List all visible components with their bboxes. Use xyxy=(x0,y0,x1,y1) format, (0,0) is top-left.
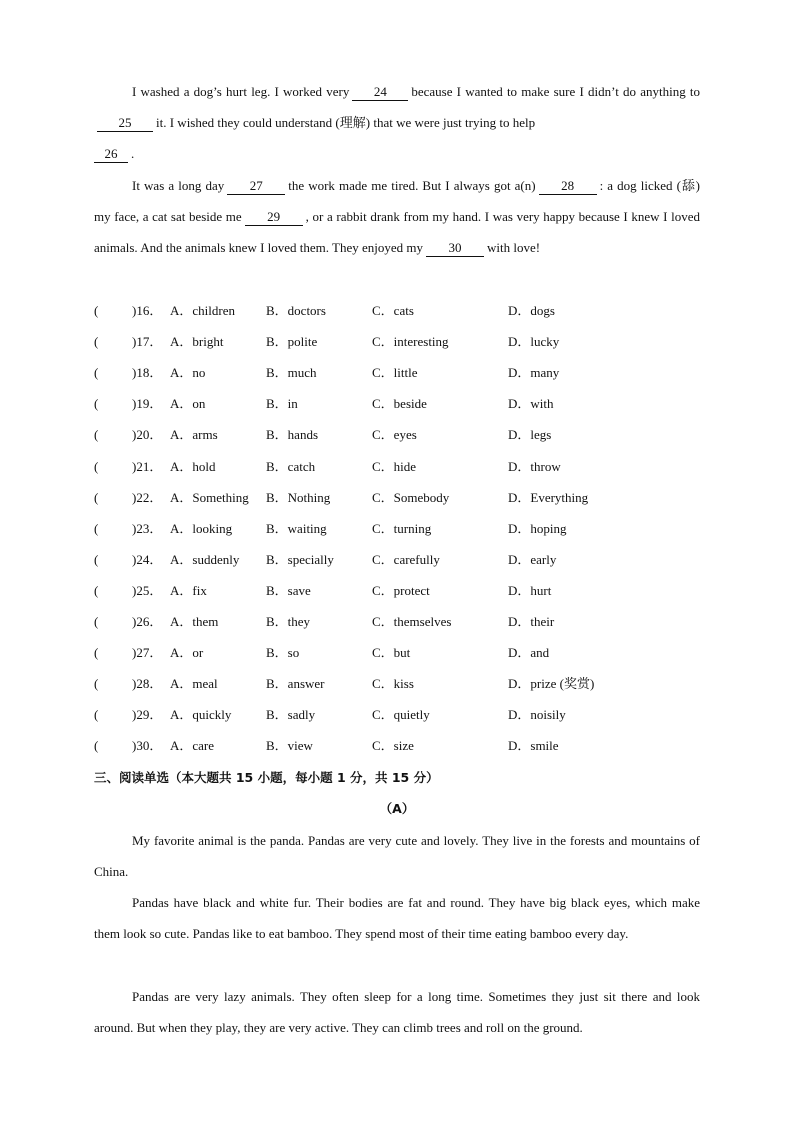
cloze-text: : a dog licked (舔) my face, a cat sat beside me xyxy=(94,178,700,224)
cloze-text: I washed a dog’s hurt leg. I worked very xyxy=(132,84,350,99)
option-d: D．throw xyxy=(508,458,561,474)
option-b: B．hands xyxy=(266,427,319,443)
reading-text: Pandas have black and white fur. Their bodies are fat and round. They have big black eyes, which make them look so cute. Pandas like to eat bamboo. They spend most of their time eating bamboo every day. xyxy=(94,895,700,941)
blank-24: 24 xyxy=(352,84,408,101)
option-b: B．sadly xyxy=(266,707,316,723)
option-b: B．waiting xyxy=(266,520,327,536)
question-row xyxy=(94,301,714,321)
question-row xyxy=(94,519,714,539)
answer-paren: ( xyxy=(94,582,99,598)
answer-paren: ( xyxy=(94,614,99,629)
question-number: )23． xyxy=(132,520,163,536)
option-c: C．Somebody xyxy=(372,489,450,505)
option-a: A．quickly xyxy=(170,707,232,723)
question-number: )24． xyxy=(132,551,163,567)
option-b: B．polite xyxy=(266,334,318,350)
blank-25: 25 xyxy=(97,115,153,132)
answer-paren: ( xyxy=(94,396,99,412)
answer-paren: ( xyxy=(94,427,99,443)
option-c: C．hide xyxy=(372,458,417,474)
answer-paren: ( xyxy=(94,365,99,381)
answer-paren: ( xyxy=(94,645,99,661)
question-row xyxy=(94,550,714,570)
section-heading: 三、阅读单选（本大题共 15 小题，每小题 1 分，共 15 分） xyxy=(94,770,439,785)
answer-paren: ( xyxy=(94,334,99,350)
option-b: B．much xyxy=(266,365,317,381)
option-a: A．bright xyxy=(170,334,224,350)
cloze-text: . xyxy=(131,146,135,161)
question-row xyxy=(94,425,714,445)
option-a: A．suddenly xyxy=(170,551,240,567)
option-a: A．care xyxy=(170,738,215,754)
cloze-paragraph-1 xyxy=(94,76,700,169)
blank-29: 29 xyxy=(245,209,303,226)
option-c: C．carefully xyxy=(372,551,440,567)
option-a: A．on xyxy=(170,396,206,412)
option-d: D．hoping xyxy=(508,520,567,536)
option-d: D．smile xyxy=(508,738,559,754)
reading-paragraph-2 xyxy=(94,887,700,949)
option-b: B．Nothing xyxy=(266,489,331,505)
question-number: )22． xyxy=(132,489,163,505)
option-b: B．view xyxy=(266,738,313,754)
cloze-text: with love! xyxy=(487,240,541,255)
option-d: D．noisily xyxy=(508,707,566,723)
option-c: C．quietly xyxy=(372,707,430,723)
question-row xyxy=(94,612,714,632)
cloze-text: , or a rabbit drank from my hand. I was very happy because I knew I loved animals. And the animals knew I loved them. They enjoyed my xyxy=(94,209,700,255)
option-d: D．Everything xyxy=(508,489,589,505)
option-a: A．looking xyxy=(170,520,233,536)
blank-28: 28 xyxy=(539,178,597,195)
option-c: C．eyes xyxy=(372,427,417,443)
option-a: A．no xyxy=(170,365,206,381)
answer-paren: ( xyxy=(94,738,99,754)
option-a: A．hold xyxy=(170,458,216,474)
option-d: D．many xyxy=(508,365,560,381)
cloze-paragraph-2 xyxy=(94,170,700,263)
option-a: A．children xyxy=(170,303,235,318)
blank-27: 27 xyxy=(227,178,285,195)
option-a: A．or xyxy=(170,645,204,661)
question-row xyxy=(94,736,714,756)
option-c: C．interesting xyxy=(372,334,449,350)
question-number: )18． xyxy=(132,365,163,381)
option-d: D．legs xyxy=(508,427,552,443)
question-number: )21． xyxy=(132,458,163,474)
answer-paren: ( xyxy=(94,520,99,536)
question-row xyxy=(94,363,714,383)
passage-label: （A） xyxy=(379,801,415,816)
answer-paren: ( xyxy=(94,458,99,474)
answer-paren: ( xyxy=(94,303,99,318)
option-d: D．with xyxy=(508,396,554,412)
reading-paragraph-1 xyxy=(94,825,700,887)
option-d: D．lucky xyxy=(508,334,560,350)
reading-paragraph-3 xyxy=(94,981,700,1043)
option-a: A．meal xyxy=(170,676,218,692)
cloze-text: it. I wished they could understand (理解) that we were just trying to help xyxy=(156,115,536,130)
option-b: B．save xyxy=(266,582,311,598)
question-number: )25． xyxy=(132,582,163,598)
question-number: )27． xyxy=(132,645,163,661)
option-d: D．early xyxy=(508,551,557,567)
option-b: B．catch xyxy=(266,458,316,474)
option-d: D．hurt xyxy=(508,582,552,598)
option-d: D．their xyxy=(508,614,555,629)
option-c: C．turning xyxy=(372,520,432,536)
option-c: C．kiss xyxy=(372,676,414,692)
cloze-text: It was a long day xyxy=(132,178,225,193)
option-c: C．little xyxy=(372,365,418,381)
option-b: B．specially xyxy=(266,551,334,567)
question-number: )29． xyxy=(132,707,163,723)
reading-text: My favorite animal is the panda. Pandas are very cute and lovely. They live in the forests and mountains of China. xyxy=(94,833,700,879)
question-row xyxy=(94,643,714,663)
option-c: C．cats xyxy=(372,303,414,318)
cloze-text: because I wanted to make sure I didn’t do anything to xyxy=(411,84,701,99)
option-c: C．size xyxy=(372,738,414,754)
option-a: A．them xyxy=(170,614,219,629)
option-b: B．doctors xyxy=(266,303,326,318)
question-row xyxy=(94,332,714,352)
question-row xyxy=(94,581,714,601)
question-row xyxy=(94,394,714,414)
option-a: A．fix xyxy=(170,582,207,598)
answer-paren: ( xyxy=(94,551,99,567)
question-number: )26． xyxy=(132,614,163,629)
option-c: C．beside xyxy=(372,396,427,412)
option-c: C．themselves xyxy=(372,614,452,629)
question-row xyxy=(94,674,714,694)
option-c: C．but xyxy=(372,645,411,661)
option-b: B．they xyxy=(266,614,311,629)
option-d: D．prize (奖赏) xyxy=(508,676,595,692)
option-b: B．answer xyxy=(266,676,325,692)
question-number: )17． xyxy=(132,334,163,350)
question-number: )20． xyxy=(132,427,163,443)
answer-paren: ( xyxy=(94,707,99,723)
question-number: )30． xyxy=(132,738,163,754)
question-row xyxy=(94,488,714,508)
option-d: D．and xyxy=(508,645,550,661)
reading-text: Pandas are very lazy animals. They often sleep for a long time. Sometimes they just sit there and look around. But when they play, they are very active. They can climb trees and roll on the ground. xyxy=(94,989,700,1035)
question-row xyxy=(94,705,714,725)
blank-26: 26 xyxy=(94,146,128,163)
question-number: )19． xyxy=(132,396,163,412)
option-b: B．in xyxy=(266,396,298,412)
question-number: )28． xyxy=(132,676,163,692)
option-c: C．protect xyxy=(372,582,430,598)
answer-paren: ( xyxy=(94,676,99,692)
blank-30: 30 xyxy=(426,240,484,257)
answer-paren: ( xyxy=(94,489,99,505)
question-row xyxy=(94,457,714,477)
option-a: A．arms xyxy=(170,427,218,443)
option-d: D．dogs xyxy=(508,303,555,318)
question-number: )16． xyxy=(132,303,163,318)
cloze-text: the work made me tired. But I always got a(n) xyxy=(288,178,536,193)
option-a: A．Something xyxy=(170,489,249,505)
option-b: B．so xyxy=(266,645,300,661)
